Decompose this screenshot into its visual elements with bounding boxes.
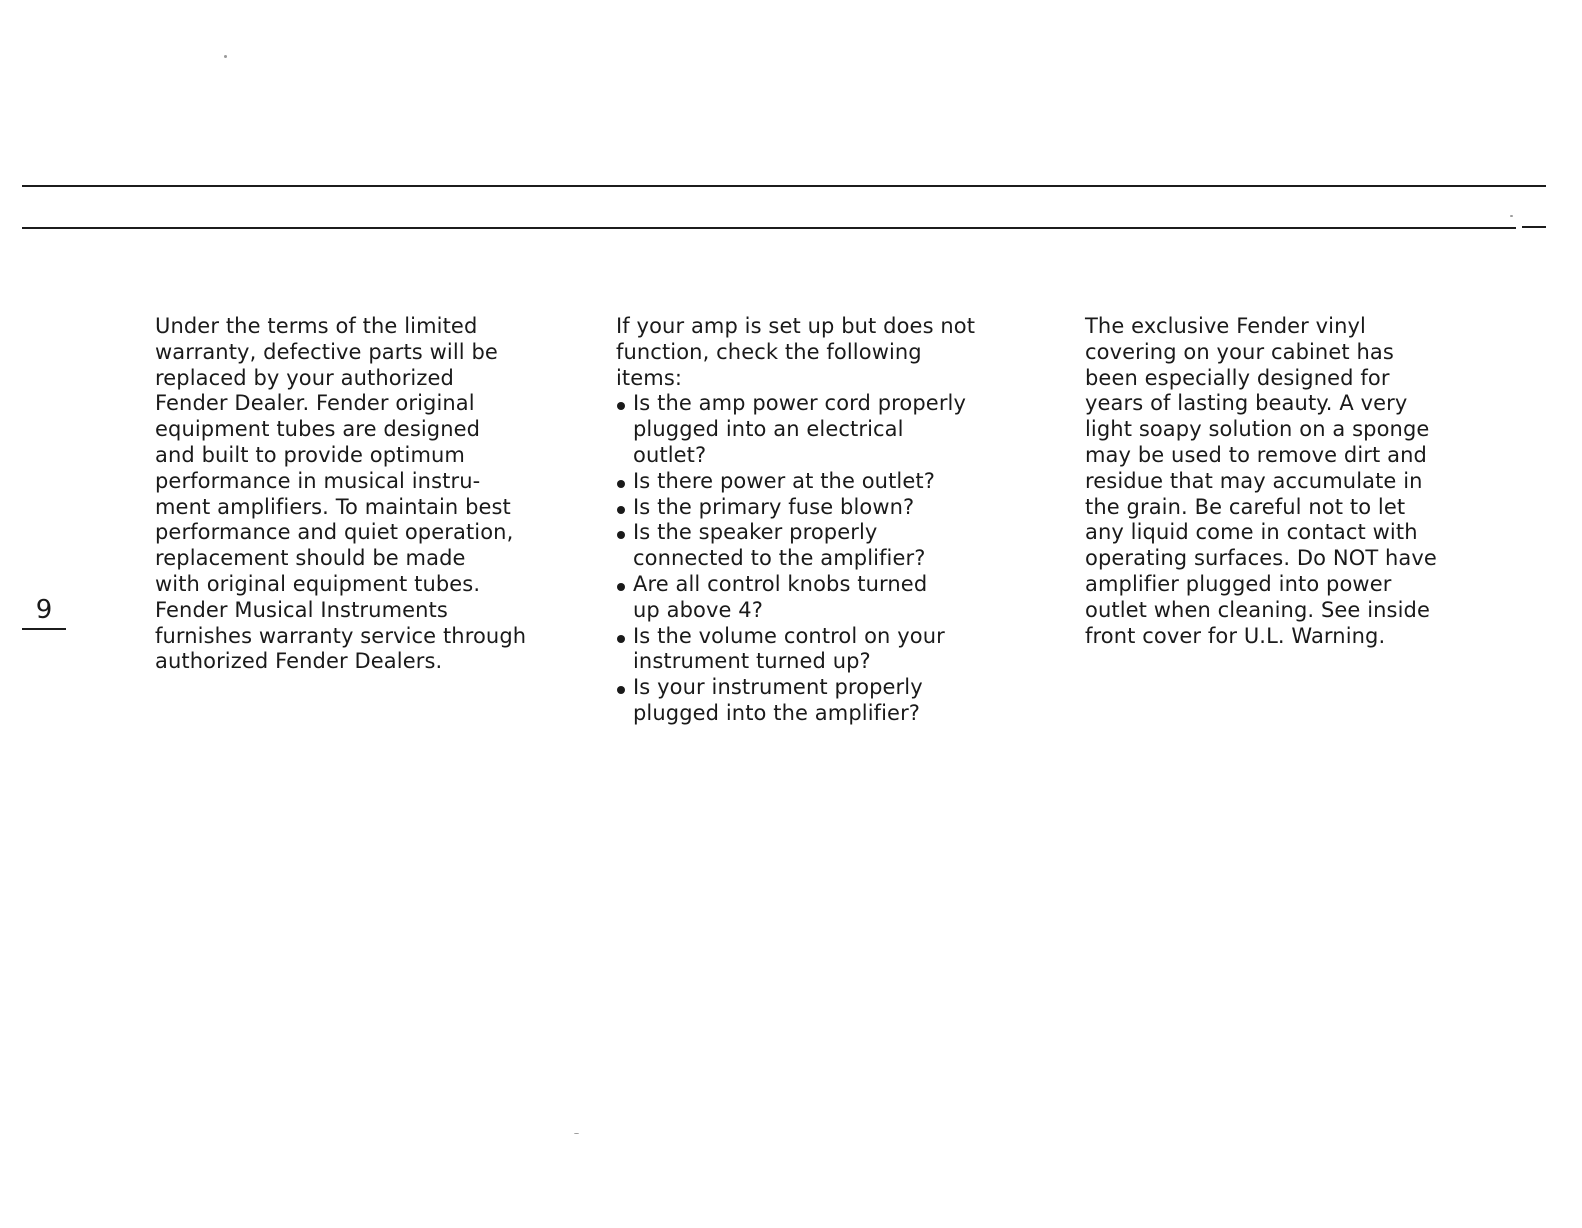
text-line: with original equipment tubes.	[155, 571, 481, 596]
text-line: any liquid come in contact with	[1085, 520, 1418, 545]
text-line: Is the volume control on your	[633, 623, 945, 648]
text-line: outlet when cleaning. See inside	[1085, 597, 1430, 622]
text-line: Fender Musical Instruments	[155, 597, 448, 622]
text-line: plugged into the amplifier?	[633, 700, 921, 725]
checklist-item	[616, 391, 975, 468]
troubleshooting-section	[616, 314, 975, 727]
checklist-item	[616, 572, 975, 624]
scan-speck	[574, 1133, 579, 1134]
checklist-item	[616, 675, 975, 727]
text-line: ment amplifiers. To maintain best	[155, 494, 511, 519]
header-rule-tail	[1522, 226, 1546, 228]
text-line: years of lasting beauty. A very	[1085, 391, 1408, 416]
header-rule-top	[22, 185, 1546, 187]
bullet-icon	[617, 531, 625, 539]
text-line: been especially designed for	[1085, 365, 1390, 390]
cabinet-care-paragraph	[1085, 314, 1437, 649]
warranty-paragraph	[155, 314, 526, 675]
intro-line: items:	[616, 365, 683, 390]
text-line: residue that may accumulate in	[1085, 468, 1423, 493]
text-line: furnishes warranty service through	[155, 623, 527, 648]
text-line: authorized Fender Dealers.	[155, 649, 443, 674]
text-line: performance in musical instru-	[155, 468, 481, 493]
bullet-icon	[617, 506, 625, 514]
text-line: the grain. Be careful not to let	[1085, 494, 1406, 519]
text-line: instrument turned up?	[633, 649, 871, 674]
scan-speck	[1510, 215, 1513, 217]
text-line: warranty, defective parts will be	[155, 339, 498, 364]
text-line: Is the amp power cord properly	[633, 391, 967, 416]
text-line: Is the speaker properly	[633, 520, 878, 545]
bullet-icon	[617, 480, 625, 488]
text-line: Under the terms of the limited	[155, 314, 478, 338]
text-line: may be used to remove dirt and	[1085, 442, 1427, 467]
text-line: Are all control knobs turned	[633, 571, 928, 596]
text-line: Is the primary fuse blown?	[633, 494, 915, 519]
text-line: Is your instrument properly	[633, 675, 923, 700]
checklist-item	[616, 495, 975, 521]
bullet-icon	[617, 686, 625, 694]
intro-line: If your amp is set up but does not	[616, 314, 976, 338]
text-line: The exclusive Fender vinyl	[1085, 314, 1366, 338]
intro-line: function, check the following	[616, 339, 922, 364]
text-line: amplifier plugged into power	[1085, 571, 1392, 596]
text-line: replaced by your authorized	[155, 365, 454, 390]
scan-speck	[224, 55, 227, 58]
text-line: light soapy solution on a sponge	[1085, 417, 1430, 442]
text-line: up above 4?	[633, 597, 763, 622]
page-number: 9	[22, 594, 66, 630]
checklist-item	[616, 624, 975, 676]
bullet-icon	[617, 635, 625, 643]
checklist	[616, 391, 975, 726]
checklist-item	[616, 469, 975, 495]
text-line: front cover for U.L. Warning.	[1085, 623, 1386, 648]
text-line: replacement should be made	[155, 546, 466, 571]
text-line: Fender Dealer. Fender original	[155, 391, 475, 416]
text-line: outlet?	[633, 442, 707, 467]
text-line: covering on your cabinet has	[1085, 339, 1394, 364]
text-line: connected to the amplifier?	[633, 546, 926, 571]
text-line: and built to provide optimum	[155, 442, 465, 467]
text-line: equipment tubes are designed	[155, 417, 481, 442]
header-rule-bottom	[22, 227, 1516, 229]
text-line: Is there power at the outlet?	[633, 468, 935, 493]
checklist-item	[616, 520, 975, 572]
text-line: plugged into an electrical	[633, 417, 904, 442]
bullet-icon	[617, 583, 625, 591]
text-line: operating surfaces. Do NOT have	[1085, 546, 1437, 571]
text-line: performance and quiet operation,	[155, 520, 514, 545]
bullet-icon	[617, 402, 625, 410]
